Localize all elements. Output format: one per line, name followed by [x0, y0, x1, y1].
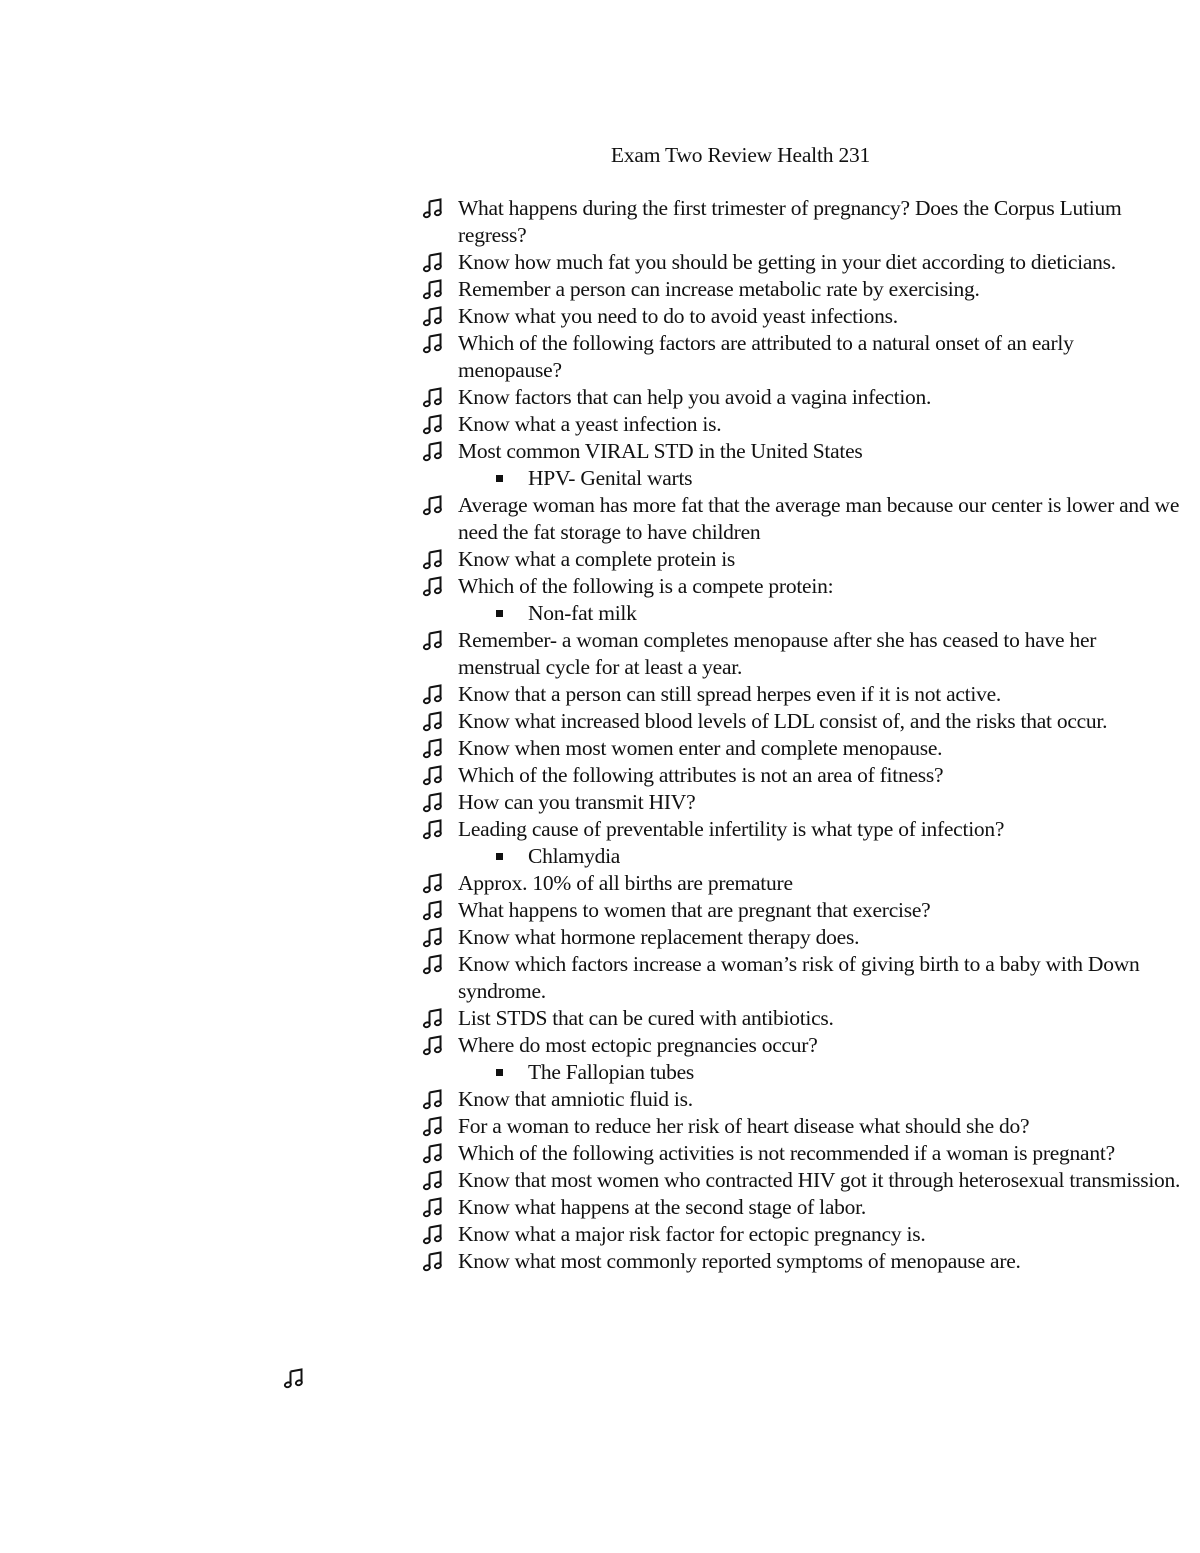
list-item: [422, 276, 1182, 303]
sub-list-item: [422, 1059, 1182, 1086]
list-item: [422, 438, 1182, 492]
sub-list-item-text: The Fallopian tubes: [528, 1060, 695, 1084]
list-item-text: Know what you need to do to avoid yeast infections.: [458, 304, 898, 328]
list-item-text: Know what a major risk factor for ectopic pregnancy is.: [458, 1222, 926, 1246]
list-item: [422, 1167, 1182, 1194]
list-item: [422, 249, 1182, 276]
music-note-icon: [422, 818, 444, 840]
music-note-icon: [422, 710, 444, 732]
music-note-icon: [422, 494, 444, 516]
list-item: [422, 1248, 1182, 1275]
music-note-icon: [422, 1088, 444, 1110]
list-item-text: What happens to women that are pregnant that exercise?: [458, 898, 931, 922]
square-bullet-icon: [496, 853, 503, 860]
list-item: [422, 1032, 1182, 1086]
square-bullet-icon: [496, 610, 503, 617]
music-note-icon: [422, 1196, 444, 1218]
list-item: [422, 816, 1182, 870]
list-item: [422, 546, 1182, 573]
list-item: [422, 924, 1182, 951]
music-note-icon: [422, 953, 444, 975]
music-note-icon: [422, 197, 444, 219]
list-item-text: List STDS that can be cured with antibiotics.: [458, 1006, 834, 1030]
list-item-text: Which of the following factors are attributed to a natural onset of an early menopause?: [458, 331, 1074, 382]
list-item-text: How can you transmit HIV?: [458, 790, 696, 814]
list-item: [422, 573, 1182, 627]
sub-list: [458, 1059, 1182, 1086]
list-item: [422, 1194, 1182, 1221]
list-item: [422, 789, 1182, 816]
music-note-icon: [422, 1250, 444, 1272]
sub-list: [458, 465, 1182, 492]
list-item: [422, 951, 1182, 1005]
music-note-icon: [422, 251, 444, 273]
list-item-text: Which of the following is a compete protein:: [458, 574, 834, 598]
music-note-icon: [422, 1034, 444, 1056]
music-note-icon: [422, 764, 444, 786]
list-item-text: Know what most commonly reported symptoms of menopause are.: [458, 1249, 1021, 1273]
list-item: [422, 870, 1182, 897]
list-item: [422, 681, 1182, 708]
music-note-icon: [422, 1223, 444, 1245]
music-note-icon: [422, 629, 444, 651]
list-item-text: Know that most women who contracted HIV got it through heterosexual transmission.: [458, 1168, 1181, 1192]
list-item-text: Know factors that can help you avoid a vagina infection.: [458, 385, 932, 409]
list-item: [422, 384, 1182, 411]
music-note-icon: [422, 386, 444, 408]
list-item: [422, 1086, 1182, 1113]
list-item-text: Know that a person can still spread herpes even if it is not active.: [458, 682, 1002, 706]
review-list: [422, 195, 1182, 1275]
music-note-icon: [422, 872, 444, 894]
page-title: Exam Two Review Health 231: [610, 143, 871, 167]
list-item-text: Know what a yeast infection is.: [458, 412, 722, 436]
list-item: [422, 708, 1182, 735]
music-note-icon: [422, 440, 444, 462]
music-note-icon: [422, 683, 444, 705]
list-item: [422, 1113, 1182, 1140]
list-item-text: Which of the following attributes is not an area of fitness?: [458, 763, 944, 787]
list-item: [422, 1221, 1182, 1248]
list-item: [422, 897, 1182, 924]
sub-list-item-text: HPV- Genital warts: [528, 466, 693, 490]
music-note-icon: [422, 1007, 444, 1029]
list-item-text: Know which factors increase a woman’s risk of giving birth to a baby with Down syndrome.: [458, 952, 1140, 1003]
list-item-text: Know how much fat you should be getting in your diet according to dieticians.: [458, 250, 1116, 274]
list-item: [422, 735, 1182, 762]
list-item: [422, 330, 1182, 384]
list-item-text: Which of the following activities is not recommended if a woman is pregnant?: [458, 1141, 1115, 1165]
list-item-text: Approx. 10% of all births are premature: [458, 871, 793, 895]
music-note-icon: [422, 305, 444, 327]
list-item-text: Know what increased blood levels of LDL consist of, and the risks that occur.: [458, 709, 1108, 733]
square-bullet-icon: [496, 475, 503, 482]
list-item-text: Most common VIRAL STD in the United States: [458, 439, 863, 463]
list-item-text: Know what hormone replacement therapy does.: [458, 925, 860, 949]
list-item: [422, 195, 1182, 249]
square-bullet-icon: [496, 1069, 503, 1076]
list-item: [422, 762, 1182, 789]
music-note-icon: [422, 548, 444, 570]
sub-list: [458, 600, 1182, 627]
list-item-text: Remember- a woman completes menopause after she has ceased to have her menstrual cycle for at least a year.: [458, 628, 1097, 679]
music-note-icon: [422, 737, 444, 759]
music-note-icon: [422, 575, 444, 597]
sub-list-item: [422, 843, 1182, 870]
music-note-icon: [422, 926, 444, 948]
list-item: [422, 492, 1182, 546]
music-note-icon: [422, 791, 444, 813]
sub-list-item: [422, 465, 1182, 492]
list-item-text: Know that amniotic fluid is.: [458, 1087, 693, 1111]
music-note-icon: [283, 1367, 305, 1389]
list-item: [422, 627, 1182, 681]
list-item: [422, 1140, 1182, 1167]
list-item-text: Average woman has more fat that the average man because our center is lower and we need the fat storage to have children: [458, 493, 1180, 544]
music-note-icon: [422, 1115, 444, 1137]
music-note-icon: [422, 278, 444, 300]
list-item-text: Remember a person can increase metabolic rate by exercising.: [458, 277, 980, 301]
music-note-icon: [422, 332, 444, 354]
list-item-text: Know what a complete protein is: [458, 547, 736, 571]
list-item: [422, 411, 1182, 438]
sub-list-item: [422, 600, 1182, 627]
sub-list-item-text: Non-fat milk: [528, 601, 637, 625]
music-note-icon: [422, 899, 444, 921]
sub-list: [458, 843, 1182, 870]
music-note-icon: [422, 1169, 444, 1191]
list-item: [422, 1005, 1182, 1032]
list-item-text: What happens during the first trimester of pregnancy? Does the Corpus Lutium regress?: [458, 196, 1122, 247]
sub-list-item-text: Chlamydia: [528, 844, 621, 868]
music-note-icon: [422, 413, 444, 435]
list-item-text: For a woman to reduce her risk of heart disease what should she do?: [458, 1114, 1030, 1138]
list-item-text: Leading cause of preventable infertility is what type of infection?: [458, 817, 1005, 841]
list-item: [422, 303, 1182, 330]
list-item-text: Where do most ectopic pregnancies occur?: [458, 1033, 818, 1057]
list-item-text: Know when most women enter and complete menopause.: [458, 736, 943, 760]
music-note-icon: [422, 1142, 444, 1164]
list-item-text: Know what happens at the second stage of labor.: [458, 1195, 866, 1219]
